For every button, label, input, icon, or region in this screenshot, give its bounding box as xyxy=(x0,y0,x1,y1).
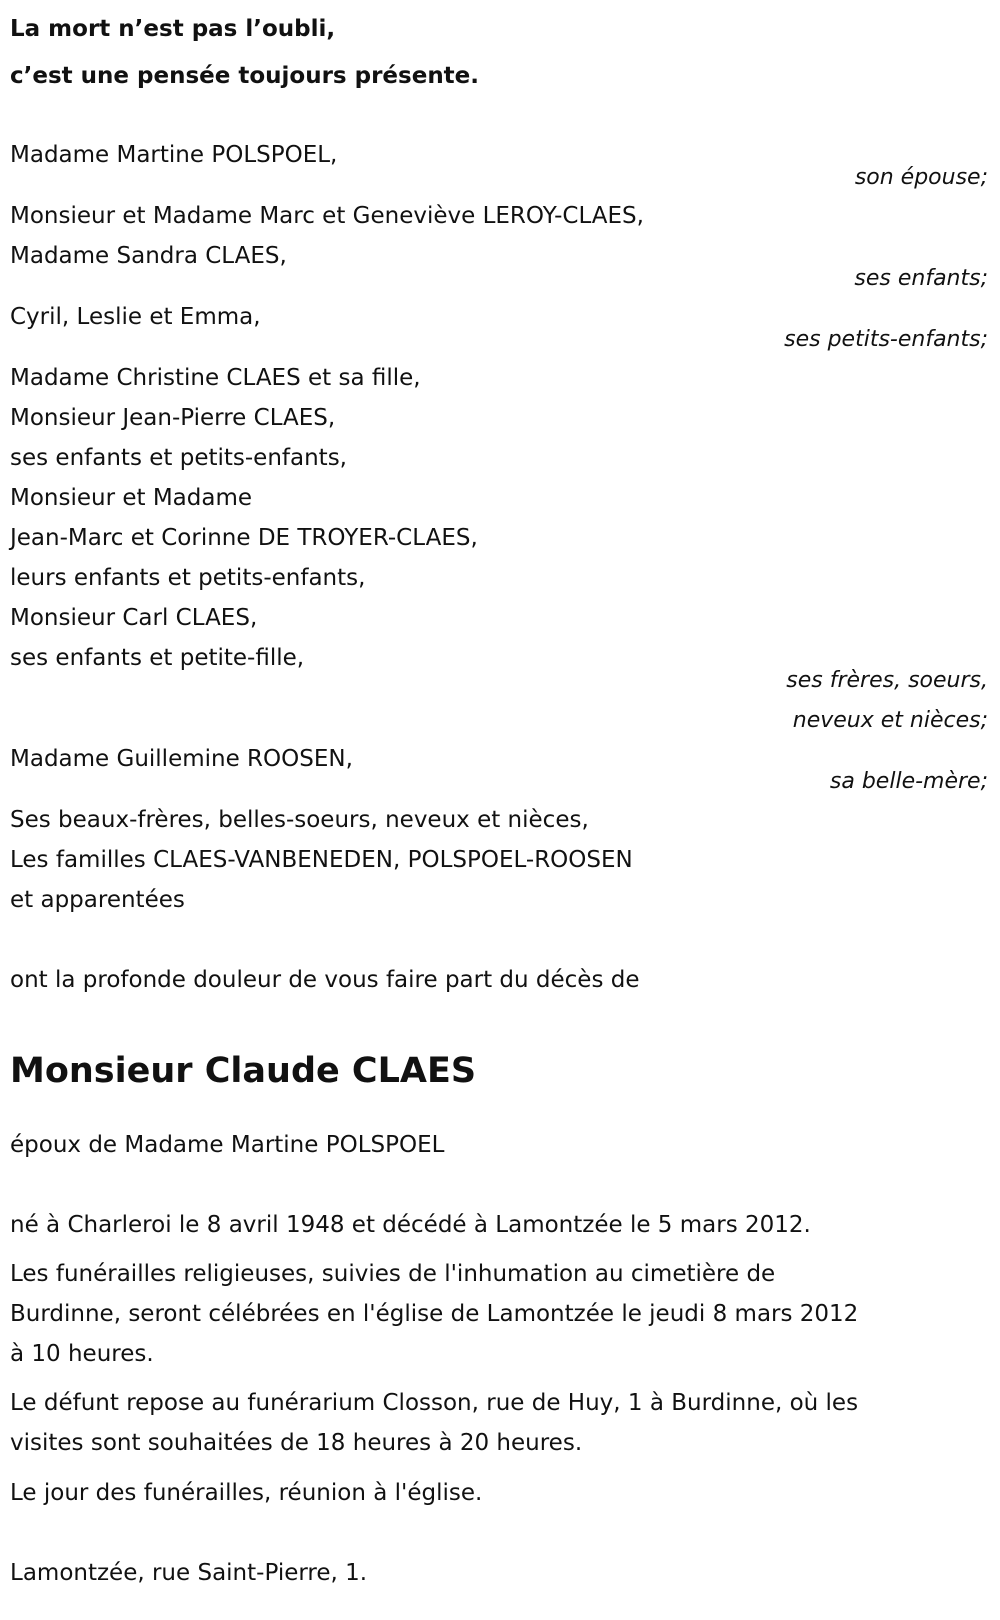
grandchildren-names: Cyril, Leslie et Emma, xyxy=(10,304,261,330)
meeting-line: Le jour des funérailles, réunion à l'église. xyxy=(10,1480,483,1506)
funeral-line: à 10 heures. xyxy=(10,1341,154,1367)
sibling-line: Jean-Marc et Corinne DE TROYER-CLAES, xyxy=(10,525,478,551)
siblings-relation-line-2: neveux et nièces; xyxy=(792,708,988,733)
mother-in-law-relation: sa belle-mère; xyxy=(829,769,988,794)
others-line: et apparentées xyxy=(10,887,185,913)
visitation-line: Le défunt repose au funérarium Closson, rue de Huy, 1 à Burdinne, où les xyxy=(10,1390,859,1416)
sibling-line: ses enfants et petite-fille, xyxy=(10,645,305,671)
children-relation: ses enfants; xyxy=(854,266,988,291)
funeral-line: Burdinne, seront célébrées en l'église de Lamontzée le jeudi 8 mars 2012 xyxy=(10,1301,859,1327)
birth-death-line: né à Charleroi le 8 avril 1948 et décédé à Lamontzée le 5 mars 2012. xyxy=(10,1212,811,1238)
sibling-line: Monsieur Carl CLAES, xyxy=(10,605,258,631)
child-line: Monsieur et Madame Marc et Geneviève LEROY-CLAES, xyxy=(10,203,644,229)
epitaph-line-1: La mort n’est pas l’oubli, xyxy=(10,16,336,42)
epitaph-line-2: c’est une pensée toujours présente. xyxy=(10,63,480,89)
sibling-line: leurs enfants et petits-enfants, xyxy=(10,565,366,591)
visitation-line: visites sont souhaitées de 18 heures à 20 heures. xyxy=(10,1430,583,1456)
siblings-relation-line-1: ses frères, soeurs, xyxy=(786,668,988,693)
grandchildren-relation: ses petits-enfants; xyxy=(784,327,988,352)
announcement: ont la profonde douleur de vous faire part du décès de xyxy=(10,967,640,993)
sibling-line: Monsieur Jean-Pierre CLAES, xyxy=(10,405,336,431)
address: Lamontzée, rue Saint-Pierre, 1. xyxy=(10,1560,368,1586)
wife-relation: son épouse; xyxy=(854,165,988,190)
deceased-name: Monsieur Claude CLAES xyxy=(10,1051,477,1091)
others-line: Ses beaux-frères, belles-soeurs, neveux et nièces, xyxy=(10,807,589,833)
sibling-line: Madame Christine CLAES et sa fille, xyxy=(10,365,421,391)
wife-name: Madame Martine POLSPOEL, xyxy=(10,142,338,168)
mother-in-law-name: Madame Guillemine ROOSEN, xyxy=(10,746,353,772)
funeral-line: Les funérailles religieuses, suivies de l'inhumation au cimetière de xyxy=(10,1261,776,1287)
child-line: Madame Sandra CLAES, xyxy=(10,243,287,269)
others-line: Les familles CLAES-VANBENEDEN, POLSPOEL-ROOSEN xyxy=(10,847,633,873)
sibling-line: ses enfants et petits-enfants, xyxy=(10,445,347,471)
spouse-line: époux de Madame Martine POLSPOEL xyxy=(10,1132,445,1158)
sibling-line: Monsieur et Madame xyxy=(10,485,253,511)
